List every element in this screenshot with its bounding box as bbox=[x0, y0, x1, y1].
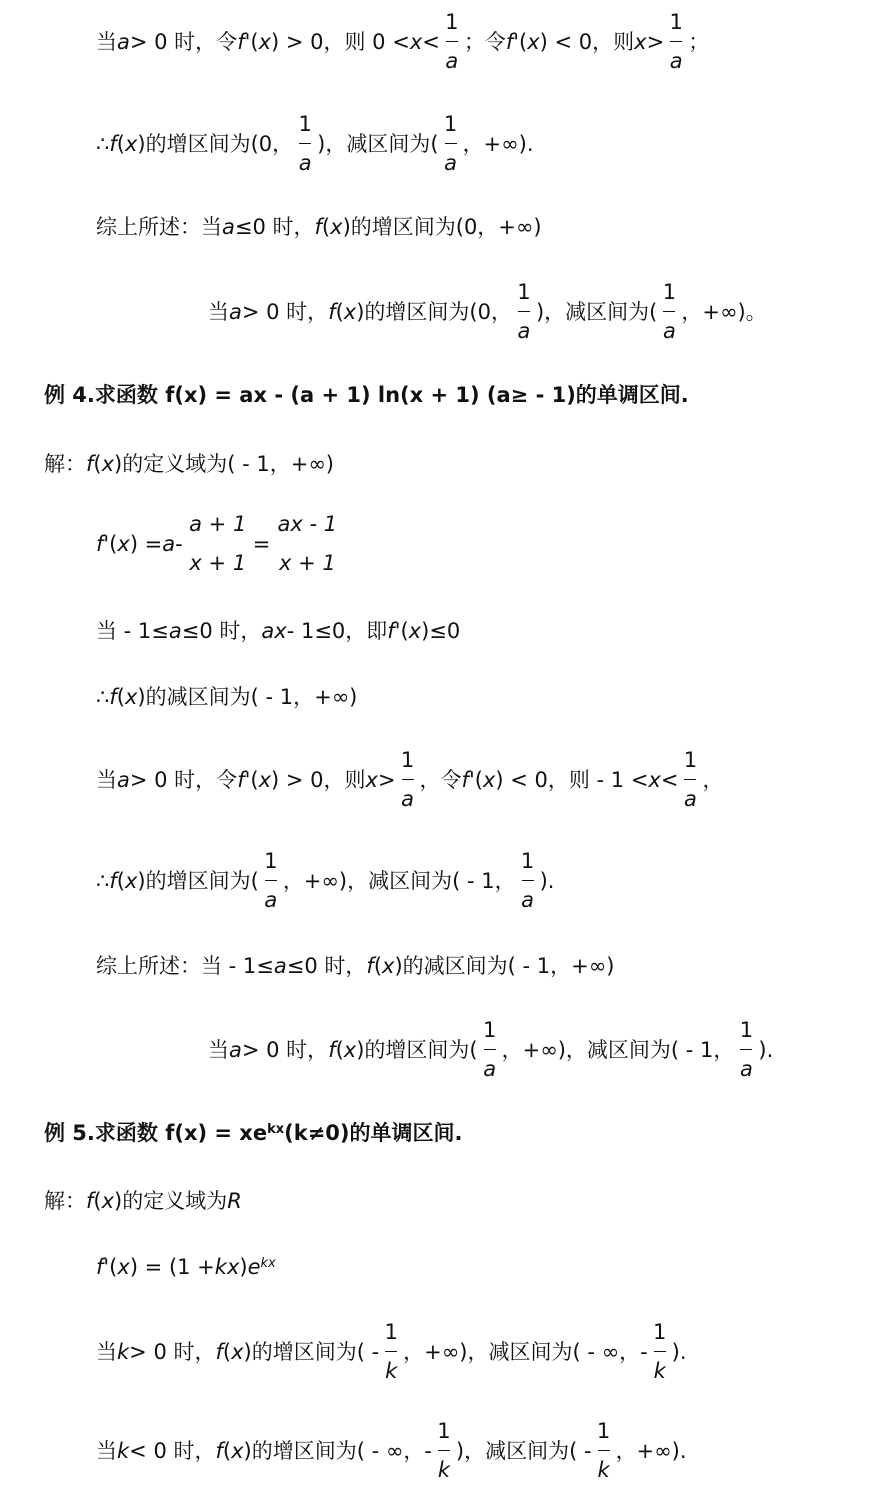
text: ，+∞). bbox=[615, 1438, 687, 1463]
denominator: k bbox=[385, 1359, 398, 1383]
text-line bbox=[96, 1322, 687, 1382]
text: > bbox=[377, 767, 396, 792]
text: 当 bbox=[96, 1438, 117, 1463]
text: ) < 0，则 bbox=[539, 29, 635, 54]
text: ； bbox=[688, 29, 710, 54]
var: kx bbox=[214, 1255, 240, 1279]
fraction bbox=[649, 1322, 671, 1382]
text: ≤0 时， bbox=[234, 215, 315, 239]
superscript: kx bbox=[267, 1122, 285, 1137]
fraction bbox=[272, 514, 342, 574]
var: x bbox=[409, 29, 423, 54]
text: - bbox=[175, 531, 183, 556]
text: ). bbox=[539, 868, 555, 893]
text-line bbox=[96, 687, 357, 708]
var: x bbox=[231, 1339, 244, 1364]
text: 当 - 1≤ bbox=[96, 619, 169, 643]
denominator: a bbox=[298, 151, 312, 175]
text: > 0 时， bbox=[129, 1339, 216, 1364]
var: x bbox=[408, 619, 422, 643]
denominator: k bbox=[437, 1458, 450, 1482]
text-line bbox=[44, 454, 334, 475]
var: x bbox=[343, 1037, 357, 1062]
text: ) bbox=[239, 1255, 248, 1279]
fraction bbox=[260, 851, 282, 911]
var: x bbox=[527, 29, 540, 54]
var: x bbox=[124, 868, 138, 893]
text: ≤0 时， bbox=[181, 619, 262, 643]
var: x bbox=[101, 1189, 115, 1213]
fraction bbox=[593, 1421, 615, 1481]
text: '( bbox=[394, 619, 409, 643]
text: ，令 bbox=[419, 767, 462, 792]
example-4-heading bbox=[44, 385, 689, 406]
text: )的增区间为(0， bbox=[137, 131, 294, 156]
var: f bbox=[86, 452, 94, 476]
var: e bbox=[247, 1255, 261, 1279]
var: x bbox=[382, 954, 395, 978]
text: ( bbox=[335, 299, 344, 324]
denominator: a bbox=[445, 49, 459, 73]
derivative-formula bbox=[96, 514, 344, 574]
var: a bbox=[229, 299, 242, 324]
text-line bbox=[208, 282, 767, 342]
denominator: k bbox=[653, 1359, 666, 1383]
denominator: a bbox=[739, 1057, 753, 1081]
text: ，+∞)，减区间为( - ∞，- bbox=[403, 1339, 648, 1364]
denominator: a bbox=[264, 888, 278, 912]
var: f bbox=[314, 215, 322, 239]
text: > 0 时， bbox=[241, 1037, 329, 1062]
var: x bbox=[258, 29, 271, 54]
var: x bbox=[117, 1255, 130, 1279]
var: x bbox=[482, 767, 496, 792]
text: < 0 时， bbox=[129, 1438, 216, 1463]
text: ) > 0，则 0 < bbox=[271, 29, 410, 54]
text-line bbox=[96, 621, 460, 642]
numerator: 1 bbox=[652, 1320, 667, 1344]
var: x bbox=[634, 29, 647, 54]
var: f bbox=[109, 685, 117, 709]
var: x bbox=[343, 299, 357, 324]
text: )的减区间为( - 1，+∞) bbox=[137, 685, 358, 709]
text: )的定义域为( - 1，+∞) bbox=[114, 452, 335, 476]
text: 当 bbox=[96, 29, 117, 54]
text-line bbox=[208, 1020, 773, 1080]
text: 当 bbox=[96, 1339, 117, 1364]
text: = bbox=[252, 531, 271, 556]
var: f bbox=[86, 1189, 94, 1213]
denominator: x + 1 bbox=[278, 551, 336, 575]
var: a bbox=[273, 954, 287, 978]
var: a bbox=[162, 531, 176, 556]
text: ). bbox=[758, 1037, 774, 1062]
var: f bbox=[328, 299, 336, 324]
superscript: kx bbox=[260, 1256, 276, 1271]
text: )≤0 bbox=[421, 619, 461, 643]
text: '( bbox=[513, 29, 528, 54]
text: ( bbox=[335, 1037, 344, 1062]
text: ) < 0，则 - 1 < bbox=[495, 767, 649, 792]
var: a bbox=[117, 29, 130, 54]
text-line bbox=[96, 1421, 687, 1481]
fraction bbox=[479, 1020, 501, 1080]
numerator: 1 bbox=[596, 1419, 611, 1443]
text: )的增区间为(0， bbox=[356, 299, 512, 324]
text: ( bbox=[222, 1438, 232, 1463]
text: > 0 时， bbox=[241, 299, 329, 324]
fraction bbox=[679, 750, 701, 810]
text: '( bbox=[103, 1255, 118, 1279]
text: )的增区间为( bbox=[137, 868, 259, 893]
text: ( bbox=[93, 1189, 102, 1213]
text: ，+∞)，减区间为( - 1， bbox=[282, 868, 516, 893]
text-line bbox=[96, 750, 723, 810]
var: f bbox=[237, 29, 245, 54]
var: f bbox=[109, 868, 117, 893]
text: ( bbox=[116, 868, 125, 893]
text: 综上所述：当 bbox=[96, 215, 222, 239]
text: ，+∞). bbox=[462, 131, 534, 156]
text-line bbox=[96, 217, 542, 238]
fraction bbox=[185, 514, 251, 574]
text: '( bbox=[468, 767, 483, 792]
fraction bbox=[441, 12, 463, 72]
denominator: a bbox=[483, 1057, 497, 1081]
text-line bbox=[96, 851, 554, 911]
numerator: 1 bbox=[437, 1419, 451, 1443]
denominator: a bbox=[444, 151, 457, 175]
numerator: 1 bbox=[264, 849, 278, 873]
var: x bbox=[330, 215, 343, 239]
numerator: 1 bbox=[739, 1018, 754, 1042]
heading-text: (k≠0)的单调区间. bbox=[284, 1121, 463, 1145]
text: ). bbox=[671, 1339, 687, 1364]
text: 当 bbox=[208, 1037, 229, 1062]
numerator: 1 bbox=[384, 1320, 398, 1344]
denominator: a bbox=[669, 49, 683, 73]
numerator: 1 bbox=[669, 10, 683, 34]
var: f bbox=[387, 619, 395, 643]
var: k bbox=[117, 1339, 130, 1364]
text: )，减区间为( - bbox=[455, 1438, 592, 1463]
numerator: 1 bbox=[517, 280, 531, 304]
text: < bbox=[422, 29, 440, 54]
var: x bbox=[124, 131, 138, 156]
text: )的增区间为( bbox=[356, 1037, 478, 1062]
numerator: ax - 1 bbox=[277, 512, 338, 536]
fraction bbox=[517, 851, 539, 911]
denominator: a bbox=[401, 787, 414, 811]
numerator: 1 bbox=[520, 849, 535, 873]
var: f bbox=[461, 767, 469, 792]
fraction bbox=[658, 282, 680, 342]
heading-text: 例 4.求函数 f(x) = ax - (a + 1) ln(x + 1) (a≥ - 1)的单调区间. bbox=[44, 383, 689, 407]
denominator: a bbox=[517, 319, 531, 343]
var: f bbox=[96, 531, 104, 556]
var: f bbox=[366, 954, 374, 978]
var: a bbox=[117, 767, 130, 792]
text: ，+∞)。 bbox=[681, 299, 767, 324]
var: x bbox=[648, 767, 661, 792]
var: x bbox=[117, 531, 130, 556]
example-5-heading bbox=[44, 1123, 463, 1144]
numerator: 1 bbox=[445, 10, 459, 34]
var: x bbox=[124, 685, 138, 709]
var: f bbox=[328, 1037, 336, 1062]
text: > 0 时，令 bbox=[129, 767, 238, 792]
numerator: a + 1 bbox=[189, 512, 247, 536]
var: f bbox=[505, 29, 514, 54]
fraction bbox=[665, 12, 687, 72]
denominator: a bbox=[521, 888, 535, 912]
text: ( bbox=[116, 685, 125, 709]
denominator: a bbox=[662, 319, 676, 343]
numerator: 1 bbox=[482, 1018, 497, 1042]
text: ∴ bbox=[96, 868, 110, 893]
text: )，减区间为( bbox=[317, 131, 439, 156]
var: x bbox=[258, 767, 271, 792]
text: ≤0 时， bbox=[286, 954, 367, 978]
var: k bbox=[117, 1438, 130, 1463]
text-line bbox=[44, 1191, 242, 1212]
var: a bbox=[168, 619, 182, 643]
text: 当 bbox=[208, 299, 229, 324]
text: 解： bbox=[44, 1189, 86, 1213]
text: > 0 时，令 bbox=[129, 29, 238, 54]
text: ， bbox=[702, 767, 724, 792]
numerator: 1 bbox=[443, 112, 458, 136]
text-line bbox=[96, 12, 709, 72]
text: '( bbox=[244, 767, 259, 792]
text: 解： bbox=[44, 452, 86, 476]
var: f bbox=[237, 767, 245, 792]
text: ( bbox=[93, 452, 102, 476]
denominator: k bbox=[597, 1458, 610, 1482]
text: ∴ bbox=[96, 685, 110, 709]
numerator: 1 bbox=[400, 748, 415, 772]
text: - 1≤0，即 bbox=[286, 619, 388, 643]
text: )，减区间为( bbox=[535, 299, 658, 324]
var: R bbox=[227, 1189, 242, 1213]
fraction bbox=[735, 1020, 757, 1080]
text: ) = bbox=[129, 531, 163, 556]
var: f bbox=[215, 1438, 223, 1463]
text: ；令 bbox=[463, 29, 506, 54]
var: x bbox=[101, 452, 115, 476]
text: ) > 0，则 bbox=[271, 767, 366, 792]
var: x bbox=[231, 1438, 244, 1463]
var: ax bbox=[261, 619, 287, 643]
fraction bbox=[513, 282, 535, 342]
fraction bbox=[397, 750, 419, 810]
text: ( bbox=[116, 131, 125, 156]
text: 当 bbox=[96, 767, 117, 792]
heading-text: 例 5.求函数 f(x) = xe bbox=[44, 1121, 268, 1145]
denominator: x + 1 bbox=[189, 551, 247, 575]
derivative-formula bbox=[96, 1257, 276, 1278]
text: ，+∞)，减区间为( - 1， bbox=[501, 1037, 735, 1062]
text-line bbox=[96, 114, 534, 174]
text: ( bbox=[373, 954, 383, 978]
text: ) = (1 + bbox=[129, 1255, 215, 1279]
text-line bbox=[96, 956, 614, 977]
text: )的增区间为( - bbox=[243, 1339, 380, 1364]
text: )的增区间为(0，+∞) bbox=[342, 215, 542, 239]
numerator: 1 bbox=[662, 280, 677, 304]
text: ( bbox=[222, 1339, 232, 1364]
numerator: 1 bbox=[298, 112, 312, 136]
text: )的增区间为( - ∞，- bbox=[243, 1438, 432, 1463]
text: '( bbox=[244, 29, 259, 54]
var: a bbox=[222, 215, 235, 239]
var: a bbox=[229, 1037, 242, 1062]
fraction bbox=[440, 114, 462, 174]
var: x bbox=[365, 767, 378, 792]
var: f bbox=[109, 131, 117, 156]
text: ( bbox=[321, 215, 331, 239]
text: ∴ bbox=[96, 131, 110, 156]
denominator: a bbox=[684, 787, 697, 811]
var: f bbox=[96, 1255, 104, 1279]
text: > bbox=[646, 29, 665, 54]
text: 综上所述：当 - 1≤ bbox=[96, 954, 274, 978]
text: )的减区间为( - 1，+∞) bbox=[394, 954, 615, 978]
text: )的定义域为 bbox=[114, 1189, 228, 1213]
text: '( bbox=[103, 531, 118, 556]
var: f bbox=[215, 1339, 223, 1364]
fraction bbox=[380, 1322, 402, 1382]
fraction bbox=[433, 1421, 455, 1481]
fraction bbox=[294, 114, 316, 174]
text: < bbox=[660, 767, 679, 792]
numerator: 1 bbox=[683, 748, 698, 772]
